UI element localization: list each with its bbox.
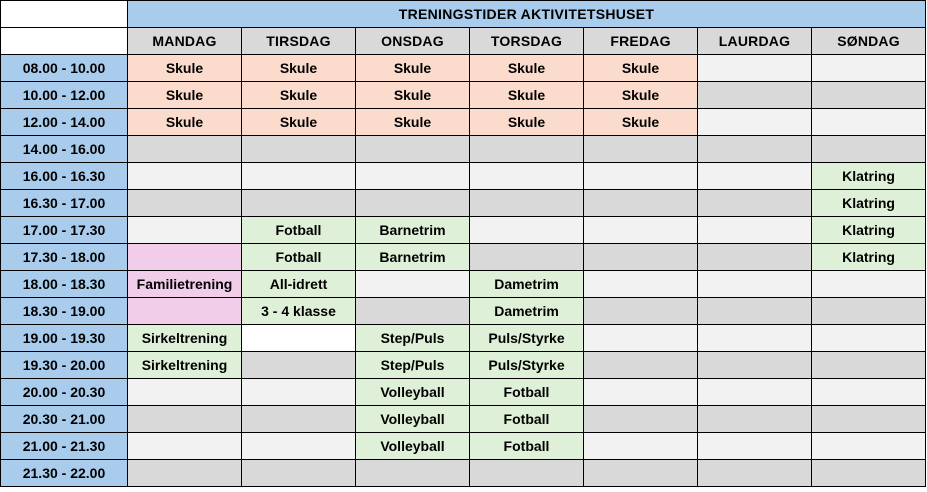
empty-cell bbox=[698, 271, 812, 298]
activity-cell: Skule bbox=[356, 82, 470, 109]
activity-cell: All-idrett bbox=[242, 271, 356, 298]
activity-cell: Volleyball bbox=[356, 379, 470, 406]
empty-cell bbox=[698, 406, 812, 433]
activity-cell: Sirkeltrening bbox=[128, 325, 242, 352]
empty-cell bbox=[128, 163, 242, 190]
empty-cell bbox=[356, 136, 470, 163]
activity-cell: Barnetrim bbox=[356, 217, 470, 244]
empty-cell bbox=[698, 460, 812, 487]
empty-cell bbox=[242, 406, 356, 433]
empty-cell bbox=[128, 190, 242, 217]
activity-cell: Klatring bbox=[812, 217, 926, 244]
empty-cell bbox=[584, 352, 698, 379]
empty-cell bbox=[698, 244, 812, 271]
day-header-fredag: FREDAG bbox=[584, 28, 698, 55]
activity-cell: Puls/Styrke bbox=[470, 352, 584, 379]
empty-cell bbox=[242, 379, 356, 406]
empty-cell bbox=[584, 406, 698, 433]
empty-cell bbox=[356, 190, 470, 217]
empty-cell bbox=[470, 217, 584, 244]
time-slot-label: 17.00 - 17.30 bbox=[1, 217, 128, 244]
empty-cell bbox=[812, 325, 926, 352]
schedule-row bbox=[1, 82, 926, 109]
empty-cell bbox=[584, 325, 698, 352]
time-slot-label: 16.30 - 17.00 bbox=[1, 190, 128, 217]
empty-cell bbox=[128, 244, 242, 271]
empty-cell bbox=[698, 433, 812, 460]
schedule-row bbox=[1, 109, 926, 136]
time-slot-label: 12.00 - 14.00 bbox=[1, 109, 128, 136]
empty-cell bbox=[698, 109, 812, 136]
empty-cell bbox=[356, 163, 470, 190]
empty-cell bbox=[242, 136, 356, 163]
schedule-row bbox=[1, 244, 926, 271]
day-header-row bbox=[1, 28, 926, 55]
empty-cell bbox=[698, 163, 812, 190]
empty-cell bbox=[584, 433, 698, 460]
empty-cell bbox=[584, 217, 698, 244]
activity-cell: Skule bbox=[470, 82, 584, 109]
empty-cell bbox=[812, 406, 926, 433]
schedule-row bbox=[1, 460, 926, 487]
empty-cell bbox=[812, 298, 926, 325]
time-slot-label: 08.00 - 10.00 bbox=[1, 55, 128, 82]
empty-cell bbox=[470, 244, 584, 271]
activity-cell: Familietrening bbox=[128, 271, 242, 298]
activity-cell: Dametrim bbox=[470, 271, 584, 298]
activity-cell: Fotball bbox=[242, 244, 356, 271]
time-slot-label: 18.00 - 18.30 bbox=[1, 271, 128, 298]
empty-cell bbox=[356, 298, 470, 325]
time-slot-label: 18.30 - 19.00 bbox=[1, 298, 128, 325]
empty-cell bbox=[470, 163, 584, 190]
day-header-torsdag: TORSDAG bbox=[470, 28, 584, 55]
schedule-row bbox=[1, 298, 926, 325]
schedule-row bbox=[1, 217, 926, 244]
activity-cell: Skule bbox=[242, 82, 356, 109]
activity-cell: Skule bbox=[356, 55, 470, 82]
empty-cell bbox=[584, 136, 698, 163]
activity-cell: Skule bbox=[128, 55, 242, 82]
empty-cell bbox=[242, 325, 356, 352]
day-header-mandag: MANDAG bbox=[128, 28, 242, 55]
activity-cell: Skule bbox=[128, 82, 242, 109]
empty-cell bbox=[584, 379, 698, 406]
empty-cell bbox=[698, 379, 812, 406]
empty-cell bbox=[698, 217, 812, 244]
empty-cell bbox=[698, 298, 812, 325]
activity-cell: Skule bbox=[470, 55, 584, 82]
schedule-row bbox=[1, 325, 926, 352]
empty-cell bbox=[698, 190, 812, 217]
schedule-row bbox=[1, 271, 926, 298]
empty-cell bbox=[812, 379, 926, 406]
empty-cell bbox=[128, 379, 242, 406]
empty-cell bbox=[698, 82, 812, 109]
schedule-row bbox=[1, 379, 926, 406]
time-slot-label: 19.00 - 19.30 bbox=[1, 325, 128, 352]
empty-cell bbox=[698, 352, 812, 379]
title-spacer bbox=[1, 1, 128, 28]
activity-cell: Fotball bbox=[470, 406, 584, 433]
schedule-row bbox=[1, 406, 926, 433]
activity-cell: Skule bbox=[356, 109, 470, 136]
activity-cell: Dametrim bbox=[470, 298, 584, 325]
empty-cell bbox=[584, 460, 698, 487]
activity-cell: Volleyball bbox=[356, 406, 470, 433]
activity-cell: Puls/Styrke bbox=[470, 325, 584, 352]
activity-cell: 3 - 4 klasse bbox=[242, 298, 356, 325]
time-slot-label: 21.00 - 21.30 bbox=[1, 433, 128, 460]
empty-cell bbox=[584, 271, 698, 298]
schedule-row bbox=[1, 433, 926, 460]
day-header-søndag: SØNDAG bbox=[812, 28, 926, 55]
empty-cell bbox=[356, 271, 470, 298]
activity-cell: Fotball bbox=[470, 379, 584, 406]
empty-cell bbox=[242, 460, 356, 487]
empty-cell bbox=[128, 406, 242, 433]
empty-cell bbox=[812, 136, 926, 163]
schedule-row bbox=[1, 163, 926, 190]
empty-cell bbox=[356, 460, 470, 487]
activity-cell: Fotball bbox=[242, 217, 356, 244]
day-header-onsdag: ONSDAG bbox=[356, 28, 470, 55]
empty-cell bbox=[812, 352, 926, 379]
activity-cell: Klatring bbox=[812, 190, 926, 217]
time-slot-label: 20.30 - 21.00 bbox=[1, 406, 128, 433]
activity-cell: Barnetrim bbox=[356, 244, 470, 271]
empty-cell bbox=[242, 352, 356, 379]
empty-cell bbox=[698, 136, 812, 163]
schedule-row bbox=[1, 136, 926, 163]
page-title: TRENINGSTIDER AKTIVITETSHUSET bbox=[128, 1, 926, 28]
activity-cell: Sirkeltrening bbox=[128, 352, 242, 379]
empty-cell bbox=[242, 433, 356, 460]
empty-cell bbox=[812, 55, 926, 82]
schedule-row bbox=[1, 55, 926, 82]
empty-cell bbox=[584, 298, 698, 325]
activity-cell: Skule bbox=[128, 109, 242, 136]
empty-cell bbox=[584, 163, 698, 190]
empty-cell bbox=[242, 163, 356, 190]
empty-cell bbox=[812, 433, 926, 460]
time-slot-label: 19.30 - 20.00 bbox=[1, 352, 128, 379]
activity-cell: Skule bbox=[242, 55, 356, 82]
empty-cell bbox=[128, 298, 242, 325]
empty-cell bbox=[812, 460, 926, 487]
activity-cell: Skule bbox=[584, 55, 698, 82]
empty-cell bbox=[470, 460, 584, 487]
corner-header bbox=[1, 28, 128, 55]
empty-cell bbox=[584, 244, 698, 271]
empty-cell bbox=[128, 460, 242, 487]
time-slot-label: 16.00 - 16.30 bbox=[1, 163, 128, 190]
time-slot-label: 17.30 - 18.00 bbox=[1, 244, 128, 271]
empty-cell bbox=[242, 190, 356, 217]
activity-cell: Fotball bbox=[470, 433, 584, 460]
title-row bbox=[1, 1, 926, 28]
activity-cell: Klatring bbox=[812, 244, 926, 271]
activity-cell: Skule bbox=[584, 109, 698, 136]
time-slot-label: 14.00 - 16.00 bbox=[1, 136, 128, 163]
empty-cell bbox=[812, 109, 926, 136]
schedule-row bbox=[1, 352, 926, 379]
activity-cell: Step/Puls bbox=[356, 325, 470, 352]
day-header-tirsdag: TIRSDAG bbox=[242, 28, 356, 55]
empty-cell bbox=[812, 82, 926, 109]
empty-cell bbox=[128, 136, 242, 163]
activity-cell: Klatring bbox=[812, 163, 926, 190]
activity-cell: Skule bbox=[242, 109, 356, 136]
activity-cell: Step/Puls bbox=[356, 352, 470, 379]
empty-cell bbox=[812, 271, 926, 298]
schedule-row bbox=[1, 190, 926, 217]
time-slot-label: 21.30 - 22.00 bbox=[1, 460, 128, 487]
activity-cell: Skule bbox=[470, 109, 584, 136]
empty-cell bbox=[128, 433, 242, 460]
activity-cell: Skule bbox=[584, 82, 698, 109]
time-slot-label: 10.00 - 12.00 bbox=[1, 82, 128, 109]
empty-cell bbox=[584, 190, 698, 217]
activity-cell: Volleyball bbox=[356, 433, 470, 460]
day-header-laurdag: LAURDAG bbox=[698, 28, 812, 55]
empty-cell bbox=[470, 190, 584, 217]
empty-cell bbox=[470, 136, 584, 163]
time-slot-label: 20.00 - 20.30 bbox=[1, 379, 128, 406]
empty-cell bbox=[698, 325, 812, 352]
empty-cell bbox=[128, 217, 242, 244]
empty-cell bbox=[698, 55, 812, 82]
